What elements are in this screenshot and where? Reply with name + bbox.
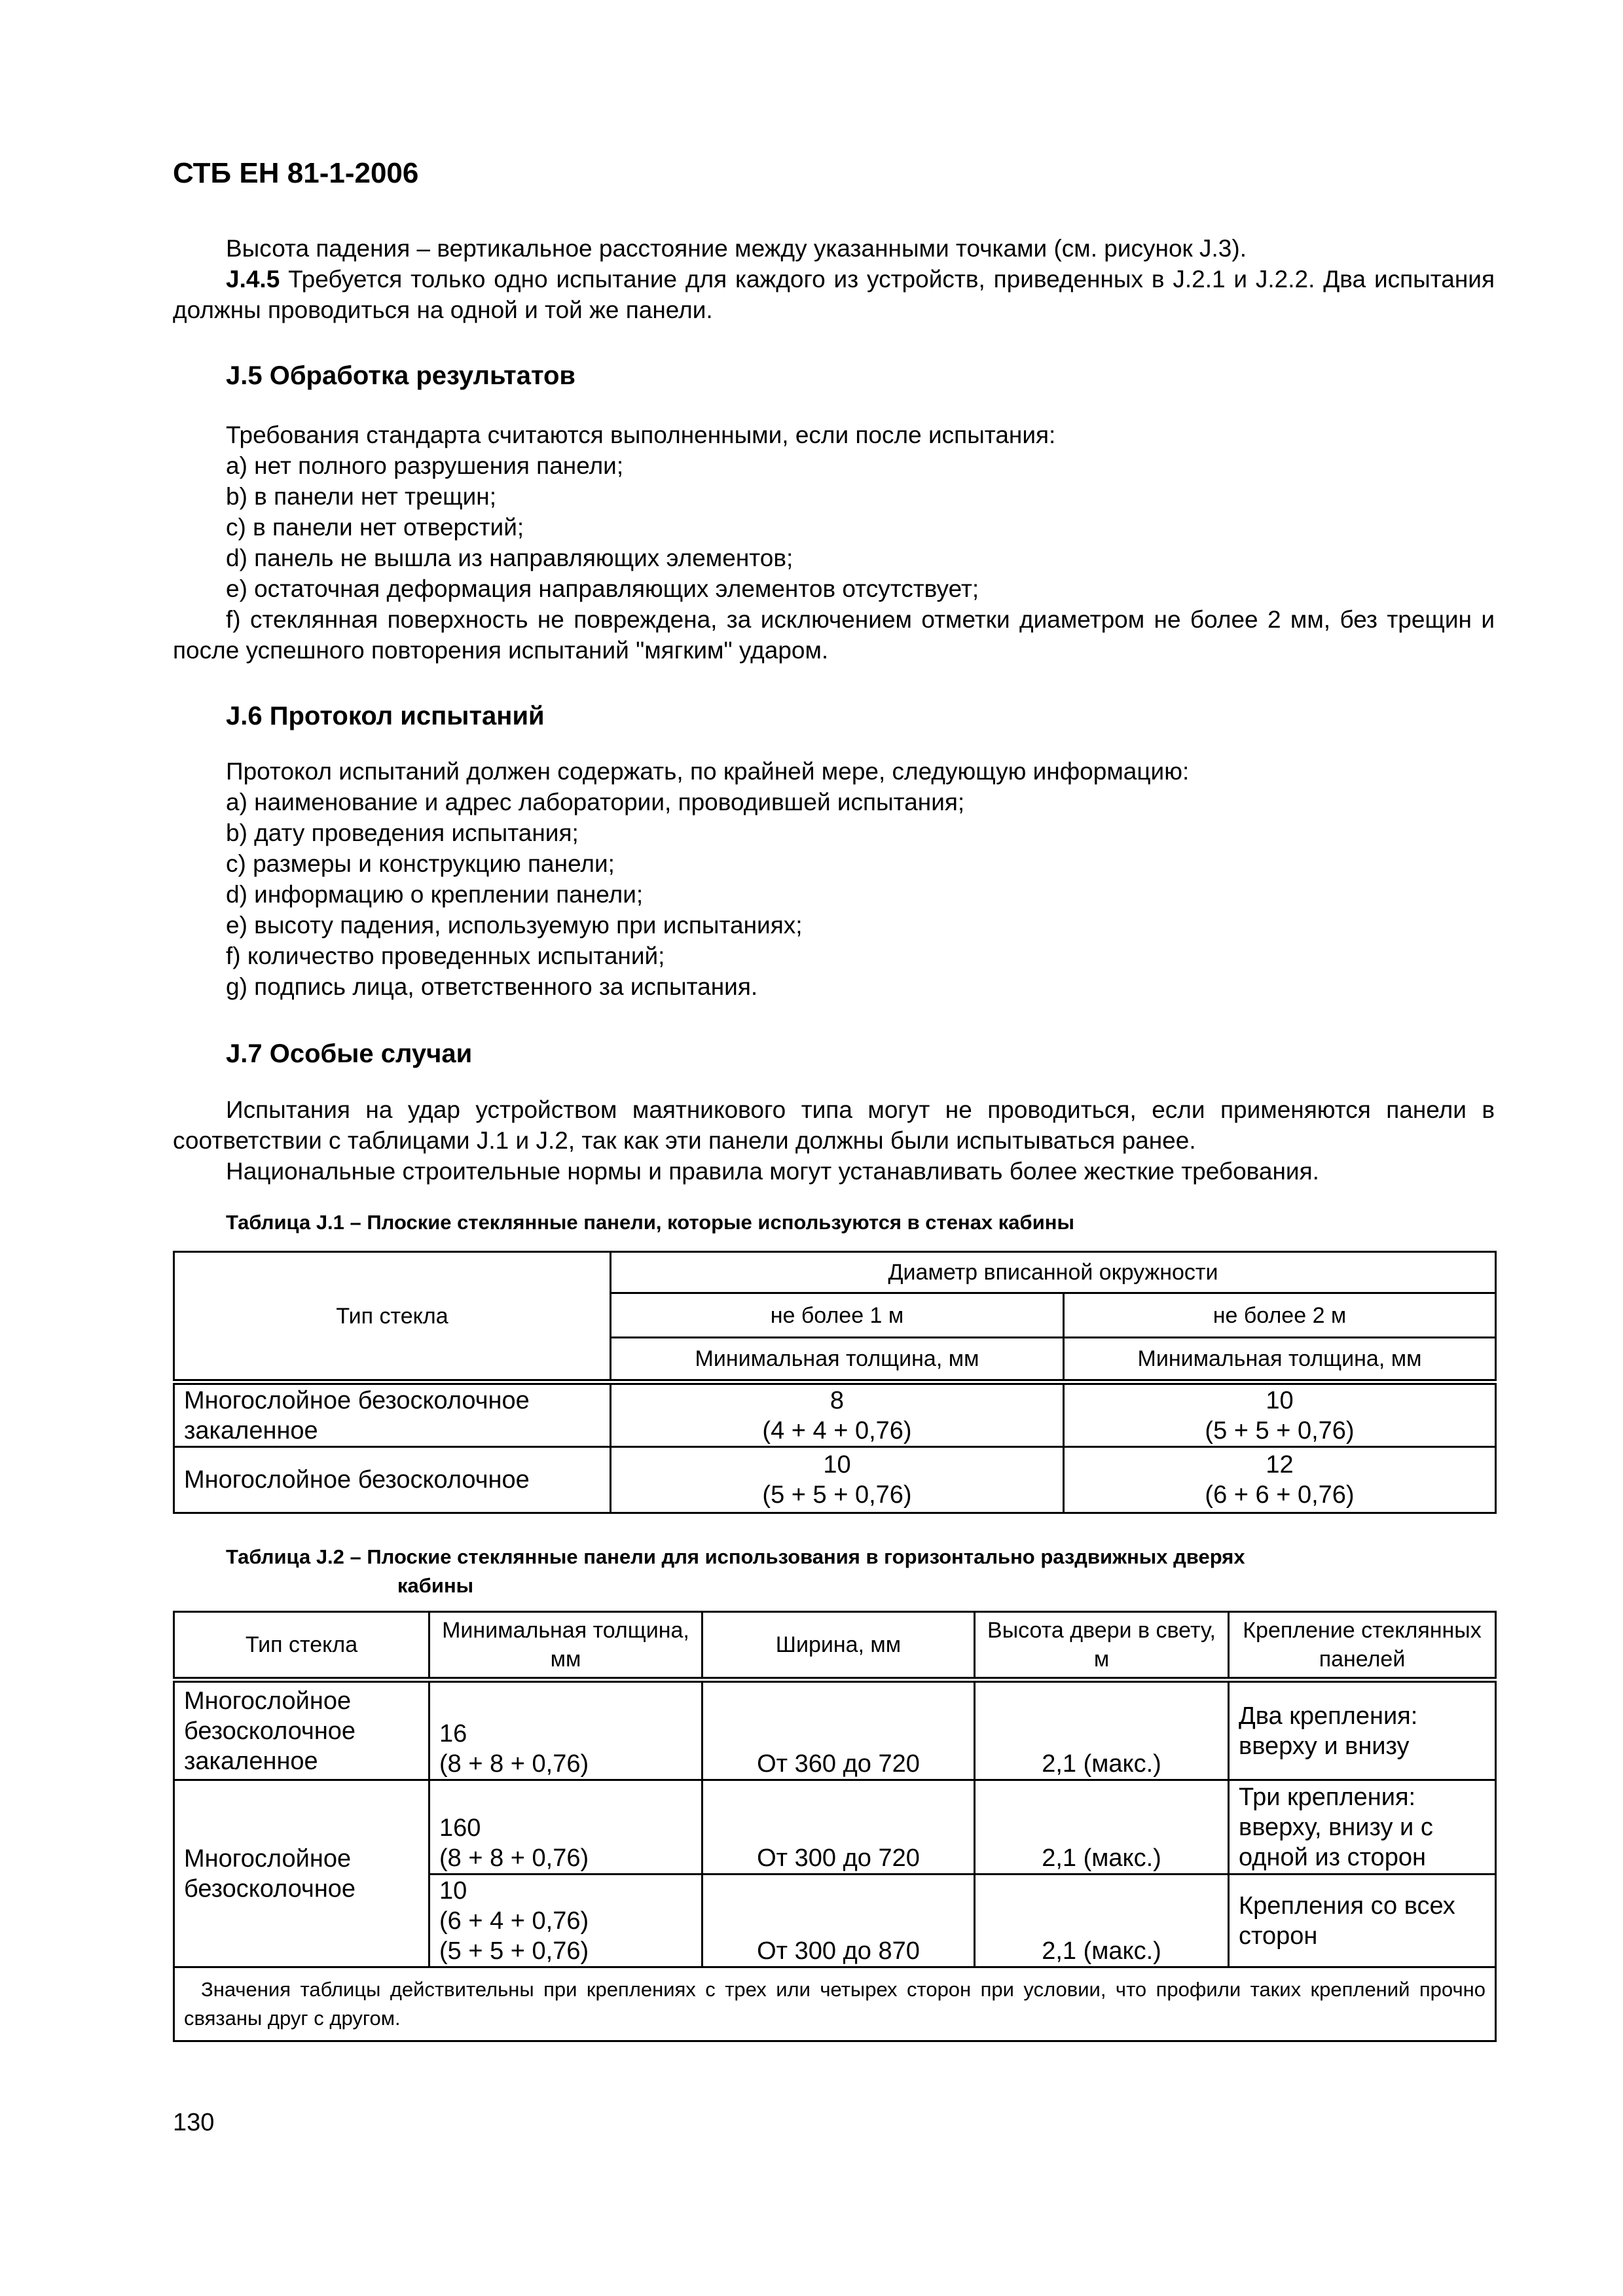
list-item: a) наименование и адрес лаборатории, проводившей испытания; xyxy=(226,789,965,816)
cell-thickness xyxy=(429,1780,702,1874)
page-number: 130 xyxy=(173,2109,215,2136)
list-item: b) в панели нет трещин; xyxy=(226,483,496,510)
value: 12 xyxy=(1266,1451,1294,1479)
list-item: d) информацию о креплении панели; xyxy=(226,881,644,908)
header-unit: Минимальная толщина, мм xyxy=(611,1338,1064,1382)
list-item: c) в панели нет отверстий; xyxy=(226,514,524,541)
value: 10 xyxy=(1266,1386,1294,1414)
value: 10 xyxy=(439,1877,467,1905)
j7-paragraph-1: Испытания на удар устройством маятникового типа могут не проводиться, если применяются панели в соответствии с таблицами J.1 и J.2, так как эти панели должны были испытываться ранее. xyxy=(173,1096,1495,1154)
cell-width: От 300 до 720 xyxy=(702,1780,975,1874)
header-glass-type: Тип стекла xyxy=(174,1612,429,1680)
header-unit: Минимальная толщина, мм xyxy=(1064,1338,1496,1382)
section-j6-title: J.6 Протокол испытаний xyxy=(226,702,545,730)
clause-text: Требуется только одно испытание для каждого из устройств, приведенных в J.2.1 и J.2.2. Два испытания должны проводиться на одной и той же панели. xyxy=(173,266,1495,323)
value-detail: (5 + 5 + 0,76) xyxy=(439,1937,589,1965)
cell-type: Многослойное безосколочное xyxy=(174,1447,611,1513)
header-2m: не более 2 м xyxy=(1064,1293,1496,1338)
section-j5-title: J.5 Обработка результатов xyxy=(226,361,576,390)
section-j7-title: J.7 Особые случаи xyxy=(226,1039,473,1068)
cell-type: Многослойное безосколочное закаленное xyxy=(174,1680,429,1780)
value: 16 xyxy=(439,1720,467,1748)
table-j2-caption xyxy=(226,1543,1245,1600)
list-item: b) дату проведения испытания; xyxy=(226,819,579,846)
value-detail: (4 + 4 + 0,76) xyxy=(762,1416,912,1444)
header-glass-type: Тип стекла xyxy=(174,1252,611,1382)
clause-number: J.4.5 xyxy=(226,266,280,293)
list-item: e) остаточная деформация направляющих элементов отсутствует; xyxy=(226,575,979,602)
cell-height: 2,1 (макс.) xyxy=(975,1780,1229,1874)
cell-thickness xyxy=(429,1680,702,1780)
table-row xyxy=(174,1780,1496,1874)
list-item: f) стеклянная поверхность не повреждена, за исключением отметки диаметром не более 2 мм, без трещин и после успешного повторения испытаний "мягким" ударом. xyxy=(173,606,1495,664)
cell-value xyxy=(611,1382,1064,1447)
value-detail: (8 + 8 + 0,76) xyxy=(439,1750,589,1778)
value-detail: (5 + 5 + 0,76) xyxy=(762,1481,912,1509)
header-mounting: Крепление стеклянных панелей xyxy=(1229,1612,1496,1680)
cell-value xyxy=(611,1447,1064,1513)
list-item: c) размеры и конструкцию панели; xyxy=(226,850,615,877)
cell-height: 2,1 (макс.) xyxy=(975,1680,1229,1780)
value-detail: (5 + 5 + 0,76) xyxy=(1205,1416,1355,1444)
intro-paragraph-2 xyxy=(173,264,1495,325)
table-j1 xyxy=(173,1251,1497,1514)
table-note: Значения таблицы действительны при креплениях с трех или четырех сторон при условии, что профили таких креплений прочно связаны друг с другом. xyxy=(174,1967,1496,2041)
header-door-height: Высота двери в свету, м xyxy=(975,1612,1229,1680)
list-item: g) подпись лица, ответственного за испытания. xyxy=(226,973,758,1000)
cell-mounting: Крепления со всех сторон xyxy=(1229,1874,1496,1967)
cell-mounting: Три крепления: вверху, внизу и с одной из сторон xyxy=(1229,1780,1496,1874)
header-thickness: Минимальная толщина, мм xyxy=(429,1612,702,1680)
section-j5-body xyxy=(173,420,1495,666)
caption-line: кабины xyxy=(397,1574,474,1597)
table-j2 xyxy=(173,1611,1497,2042)
caption-line: Таблица J.2 – Плоские стеклянные панели для использования в горизонтально раздвижных дверях xyxy=(226,1545,1245,1568)
cell-mounting: Два крепления: вверху и внизу xyxy=(1229,1680,1496,1780)
value: 160 xyxy=(439,1814,481,1842)
cell-type: Многослойное безосколочное xyxy=(174,1780,429,1967)
list-item: a) нет полного разрушения панели; xyxy=(226,452,624,479)
header-1m: не более 1 м xyxy=(611,1293,1064,1338)
cell-value xyxy=(1064,1382,1496,1447)
value-detail: (8 + 8 + 0,76) xyxy=(439,1844,589,1872)
table-row xyxy=(174,1680,1496,1780)
list-item: d) панель не вышла из направляющих элементов; xyxy=(226,545,793,571)
intro-paragraph-1: Высота падения – вертикальное расстояние между указанными точками (см. рисунок J.3). xyxy=(226,235,1247,262)
j7-paragraph-2: Национальные строительные нормы и правила могут устанавливать более жесткие требования. xyxy=(226,1158,1319,1185)
table-row xyxy=(174,1382,1496,1447)
cell-height: 2,1 (макс.) xyxy=(975,1874,1229,1967)
value: 10 xyxy=(823,1451,851,1479)
value-detail: (6 + 6 + 0,76) xyxy=(1205,1481,1355,1509)
cell-value xyxy=(1064,1447,1496,1513)
j5-lead: Требования стандарта считаются выполненными, если после испытания: xyxy=(226,422,1056,448)
table-j1-caption: Таблица J.1 – Плоские стеклянные панели, которые используются в стенах кабины xyxy=(226,1211,1074,1234)
value: 8 xyxy=(830,1386,845,1414)
header-diameter: Диаметр вписанной окружности xyxy=(611,1252,1496,1293)
table-row xyxy=(174,1447,1496,1513)
intro-section xyxy=(173,233,1495,325)
list-item: f) количество проведенных испытаний; xyxy=(226,942,665,969)
value-detail: (6 + 4 + 0,76) xyxy=(439,1907,589,1935)
cell-width: От 360 до 720 xyxy=(702,1680,975,1780)
j6-lead: Протокол испытаний должен содержать, по крайней мере, следующую информацию: xyxy=(226,758,1190,785)
cell-type: Многослойное безосколочное закаленное xyxy=(174,1382,611,1447)
section-j6-body xyxy=(173,756,1495,1002)
cell-thickness xyxy=(429,1874,702,1967)
cell-width: От 300 до 870 xyxy=(702,1874,975,1967)
document-header: СТБ ЕН 81-1-2006 xyxy=(173,157,419,189)
section-j7-body xyxy=(173,1094,1495,1187)
header-width: Ширина, мм xyxy=(702,1612,975,1680)
list-item: e) высоту падения, используемую при испытаниях; xyxy=(226,912,803,939)
